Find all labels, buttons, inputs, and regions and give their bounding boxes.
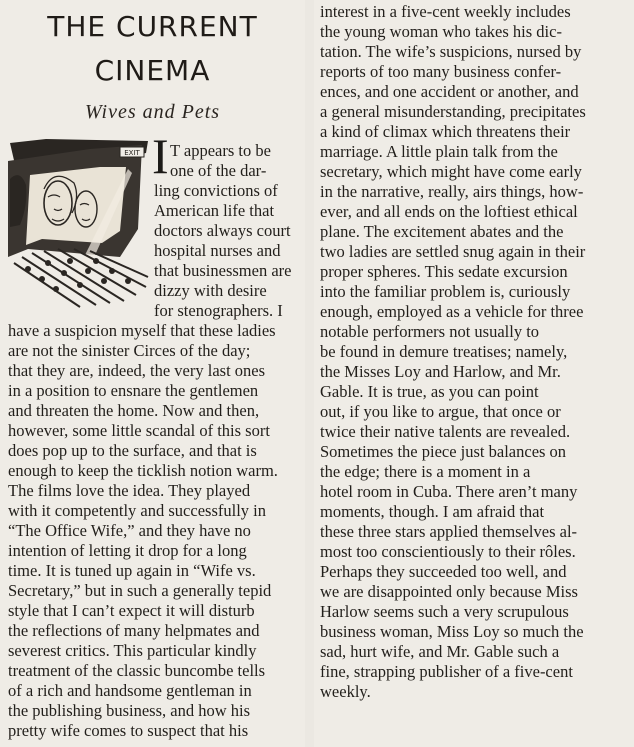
text-line: with it competently and successfully in bbox=[8, 501, 266, 520]
text-line: interest in a five-cent weekly includes bbox=[320, 2, 571, 21]
text-line: that they are, indeed, the very last ones bbox=[8, 361, 266, 380]
text-line: the edge; there is a moment in a bbox=[320, 462, 531, 481]
text-line: Sometimes the piece just balances on bbox=[320, 442, 567, 461]
article-subtitle: Wives and Pets bbox=[84, 101, 221, 123]
left-column bbox=[0, 0, 305, 747]
text-line: Secretary,” but in such a generally tepid bbox=[8, 581, 272, 600]
text-line: severest critics. This particular kindly bbox=[8, 641, 257, 660]
right-column bbox=[314, 0, 634, 747]
text-line: most too conscientiously to their rôles. bbox=[320, 542, 576, 561]
text-line: Perhaps they succeeded too well, and bbox=[320, 562, 567, 581]
text-line: dizzy with desire bbox=[154, 281, 267, 300]
text-line: a general misunderstanding, precipitates bbox=[320, 102, 586, 121]
text-line: notable performers not usually to bbox=[320, 322, 540, 341]
text-line: in a position to ensnare the gentlemen bbox=[8, 381, 259, 400]
text-line: time. It is tuned up again in “Wife vs. bbox=[8, 561, 256, 580]
text-line: be found in demure treatises; namely, bbox=[320, 342, 568, 361]
text-line: the reflections of many helpmates and bbox=[8, 621, 260, 640]
text-line: secretary, which might have come early bbox=[320, 162, 582, 181]
title-line-1: THE CURRENT bbox=[47, 10, 258, 43]
text-line: weekly. bbox=[320, 682, 371, 701]
text-line: and threaten the home. Now and then, bbox=[8, 401, 260, 420]
text-line: pretty wife comes to suspect that his bbox=[8, 721, 249, 740]
text-line: a kind of climax which threatens their bbox=[320, 122, 571, 141]
text-line: does pop up to the surface, and that is bbox=[8, 441, 257, 460]
text-line: twice their native talents are revealed. bbox=[320, 422, 571, 441]
text-line: sad, hurt wife, and Mr. Gable such a bbox=[320, 642, 560, 661]
text-line: the Misses Loy and Harlow, and Mr. bbox=[320, 362, 561, 381]
text-line: doctors always court bbox=[154, 221, 291, 240]
text-line: fine, strapping publisher of a five-cent bbox=[320, 662, 573, 681]
text-line: T appears to be bbox=[170, 141, 271, 160]
text-line: for stenographers. I bbox=[154, 301, 283, 320]
text-line: enough to keep the ticklish notion warm. bbox=[8, 461, 278, 480]
text-line: “The Office Wife,” and they have no bbox=[8, 521, 251, 540]
text-line: the young woman who takes his dic- bbox=[320, 22, 562, 41]
text-line: one of the dar- bbox=[170, 161, 267, 180]
cinema-illustration bbox=[8, 139, 150, 311]
text-line: we are disappointed only because Miss bbox=[320, 582, 578, 601]
text-line: proper spheres. This sedate excursion bbox=[320, 262, 568, 281]
text-line: the publishing business, and how his bbox=[8, 701, 250, 720]
title-line-2: CINEMA bbox=[94, 54, 211, 87]
drop-cap: I bbox=[152, 128, 169, 184]
exit-sign-text: EXIT bbox=[124, 149, 140, 157]
text-line: hospital nurses and bbox=[154, 241, 281, 260]
text-line: are not the sinister Circes of the day; bbox=[8, 341, 251, 360]
text-line: in the narrative, really, airs things, how- bbox=[320, 182, 584, 201]
text-line: into the familiar problem is, curiously bbox=[320, 282, 571, 301]
text-line: marriage. A little plain talk from the bbox=[320, 142, 558, 161]
text-line: ling convictions of bbox=[154, 181, 278, 200]
text-line: Gable. It is true, as you can point bbox=[320, 382, 539, 401]
text-line: intention of letting it drop for a long bbox=[8, 541, 247, 560]
text-line: have a suspicion myself that these ladies bbox=[8, 321, 276, 340]
text-line: hotel room in Cuba. There aren’t many bbox=[320, 482, 578, 501]
text-line: two ladies are settled snug again in their bbox=[320, 242, 586, 261]
text-line: tation. The wife’s suspicions, nursed by bbox=[320, 42, 582, 61]
text-line: enough, employed as a vehicle for three bbox=[320, 302, 584, 321]
text-line: style that I can’t expect it will disturb bbox=[8, 601, 255, 620]
text-line: moments, though. I am afraid that bbox=[320, 502, 545, 521]
text-line: ever, and all ends on the loftiest ethical bbox=[320, 202, 578, 221]
text-line: treatment of the classic buncombe tells bbox=[8, 661, 266, 680]
text-line: ences, and one accident or another, and bbox=[320, 82, 579, 101]
text-line: of a rich and handsome gentleman in bbox=[8, 681, 252, 700]
text-line: Harlow seems such a very scrupulous bbox=[320, 602, 569, 621]
text-line: The films love the idea. They played bbox=[8, 481, 251, 500]
text-line: however, some little scandal of this sort bbox=[8, 421, 270, 440]
text-line: out, if you like to argue, that once or bbox=[320, 402, 561, 421]
text-line: these three stars applied themselves al- bbox=[320, 522, 578, 541]
text-line: that businessmen are bbox=[154, 261, 292, 280]
text-line: reports of too many business confer- bbox=[320, 62, 562, 81]
text-line: American life that bbox=[154, 201, 275, 220]
text-line: business woman, Miss Loy so much the bbox=[320, 622, 584, 641]
text-line: plane. The excitement abates and the bbox=[320, 222, 564, 241]
